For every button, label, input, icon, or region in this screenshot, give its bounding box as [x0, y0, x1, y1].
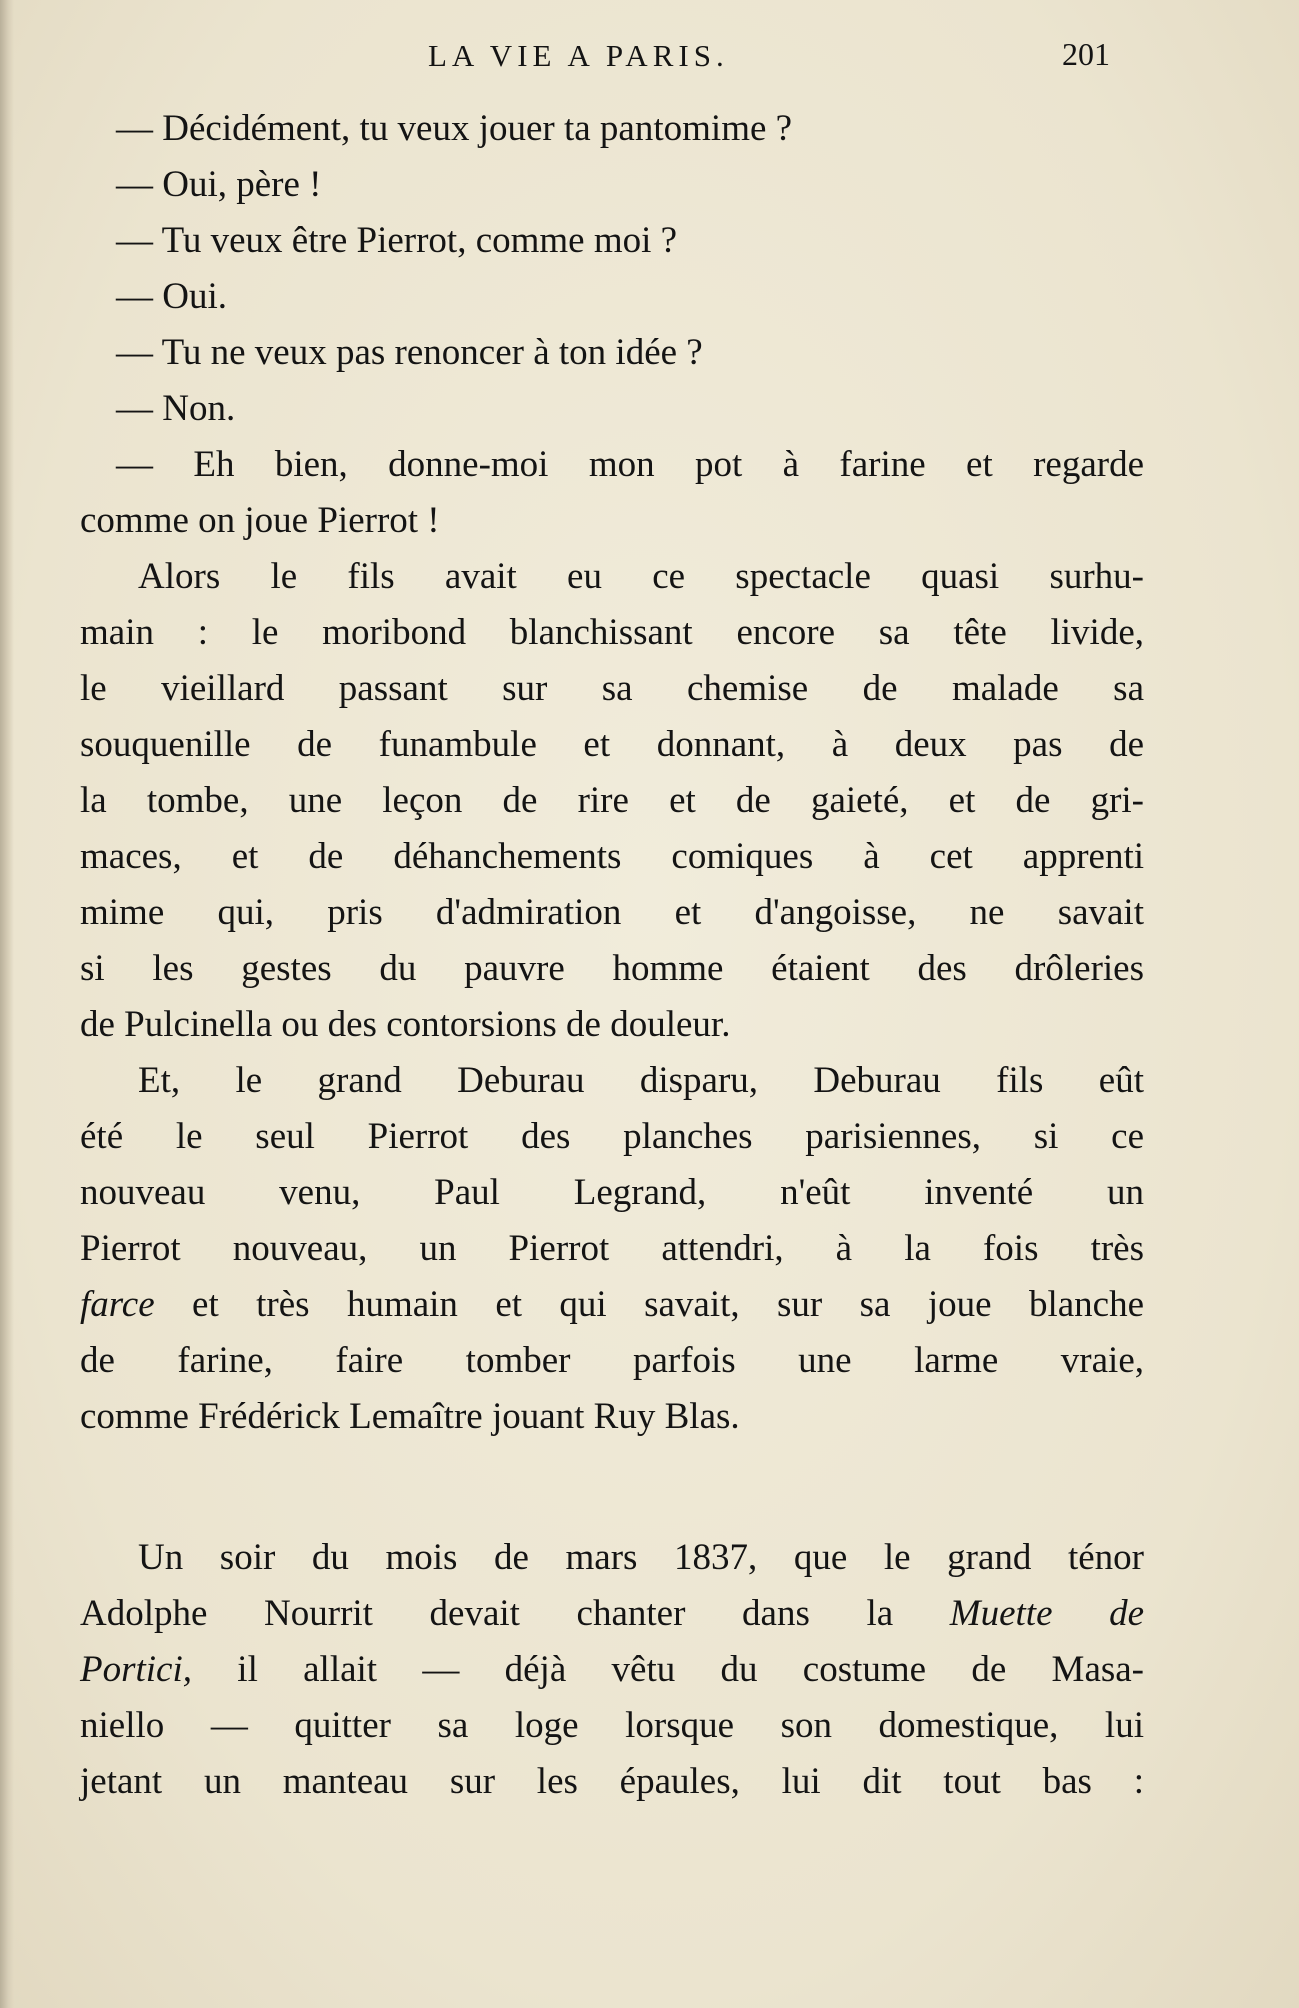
- text-line: nouveau venu, Paul Legrand, n'eût inventé un: [80, 1172, 1144, 1213]
- text-line: [80, 1642, 1144, 1698]
- text-line: — Oui, père !: [116, 164, 322, 205]
- text-line: comme on joue Pierrot !: [80, 500, 440, 541]
- text-line: la tombe, une leçon de rire et de gaieté, et de gri-: [80, 780, 1144, 821]
- text-line: [80, 1277, 1144, 1333]
- text-line: — Non.: [116, 388, 236, 429]
- italic-title: Muette de: [949, 1593, 1145, 1634]
- text-line: été le seul Pierrot des planches parisiennes, si ce: [80, 1116, 1144, 1157]
- text-line: — Eh bien, donne-moi mon pot à farine et regarde: [116, 444, 1144, 485]
- text-line: [80, 1586, 1144, 1642]
- italic-title: Portici,: [80, 1649, 193, 1690]
- text-line: mime qui, pris d'admiration et d'angoisse, ne savait: [80, 892, 1144, 933]
- text-line-rest: et très humain et qui savait, sur sa joue blanche: [192, 1284, 1144, 1325]
- text-line: Et, le grand Deburau disparu, Deburau fils eût: [138, 1060, 1144, 1101]
- text-line: niello — quitter sa loge lorsque son domestique, lui: [80, 1705, 1144, 1746]
- text-line: si les gestes du pauvre homme étaient des drôleries: [80, 948, 1144, 989]
- text-line: maces, et de déhanchements comiques à cet apprenti: [80, 836, 1144, 877]
- text-line: Pierrot nouveau, un Pierrot attendri, à la fois très: [80, 1228, 1144, 1269]
- text-line: Alors le fils avait eu ce spectacle quasi surhu-: [138, 556, 1144, 597]
- text-line: de farine, faire tomber parfois une larme vraie,: [80, 1340, 1144, 1381]
- text-line: le vieillard passant sur sa chemise de malade sa: [80, 668, 1144, 709]
- text-line: comme Frédérick Lemaître jouant Ruy Blas.: [80, 1396, 740, 1437]
- text-line: — Tu ne veux pas renoncer à ton idée ?: [116, 332, 703, 373]
- text-line: Un soir du mois de mars 1837, que le grand ténor: [138, 1537, 1144, 1578]
- running-title: LA VIE A PARIS.: [428, 38, 729, 73]
- page-binding-edge: [0, 0, 14, 2008]
- page-number: 201: [1062, 36, 1110, 72]
- text-line: — Décidément, tu veux jouer ta pantomime ?: [116, 108, 793, 149]
- text-line: de Pulcinella ou des contorsions de douleur.: [80, 1004, 731, 1045]
- italic-word: farce: [80, 1284, 155, 1325]
- text-line: jetant un manteau sur les épaules, lui dit tout bas :: [80, 1761, 1144, 1802]
- text-line: souquenille de funambule et donnant, à deux pas de: [80, 724, 1144, 765]
- text-line-rest: il allait — déjà vêtu du costume de Masa-: [237, 1649, 1145, 1690]
- text-line-start: Adolphe Nourrit devait chanter dans la: [80, 1593, 894, 1634]
- text-line: main : le moribond blanchissant encore sa tête livide,: [80, 612, 1144, 653]
- text-line: — Oui.: [116, 276, 227, 317]
- text-line: — Tu veux être Pierrot, comme moi ?: [116, 220, 678, 261]
